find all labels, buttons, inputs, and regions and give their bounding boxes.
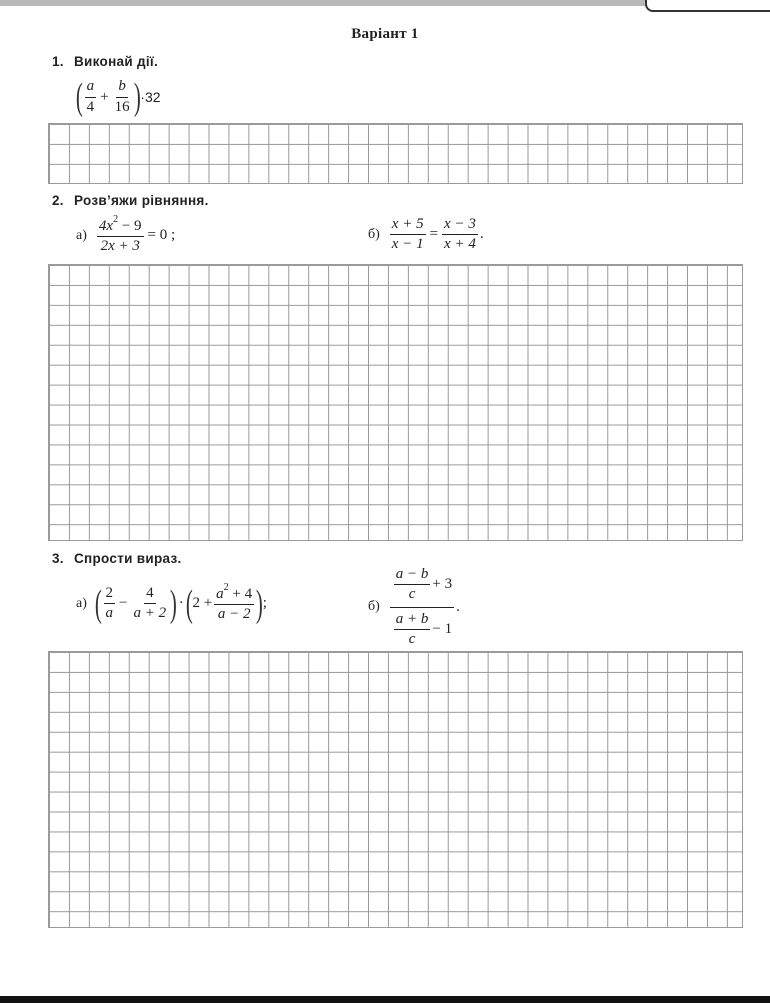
answer-grid-1[interactable] (48, 123, 743, 184)
task-text: Виконай дії. (74, 54, 159, 69)
task-text: Спрости вираз. (74, 551, 182, 566)
task-2-heading (52, 193, 209, 208)
expression-b: б) $\frac{a - b}{c}$ + 3 $\frac{a + b}{c}$ − 1 . (368, 566, 460, 647)
variant-title: Варіант 1 (351, 26, 419, 42)
fraction: $\frac{4}{a + 2}$ (133, 585, 167, 622)
task-number: 1. (52, 54, 64, 69)
fraction: $\frac{a}{4}$ (86, 78, 95, 115)
task-3-heading (52, 551, 182, 566)
task-1-heading (52, 54, 158, 69)
fraction: $\frac{x + 5}{x - 1}$ (391, 216, 424, 253)
fraction: $\frac{x - 3}{x + 4}$ (444, 216, 476, 253)
task-1-expression: ( $\frac{a}{4}$ + $\frac{b}{16}$ ) ·32 (75, 76, 161, 118)
bottom-border (0, 996, 770, 1003)
fraction: $\frac{2}{a}$ (105, 585, 114, 622)
left-paren: ( (75, 76, 83, 118)
right-paren: ) (133, 76, 141, 118)
fraction: $\frac{b}{16}$ (114, 78, 130, 115)
task-number: 3. (52, 551, 64, 566)
fraction: $\frac{4x^2 - 9}{2x + 3}$ (98, 214, 142, 255)
header-tab (645, 0, 770, 12)
task-text: Розв’яжи рівняння. (74, 193, 209, 208)
equation-b: б) $\frac{x + 5}{x - 1}$ = $\frac{x - 3}{x + 4}$ . (368, 216, 484, 253)
fraction: $\frac{a^2 + 4}{a - 2}$ (216, 582, 253, 623)
task-number: 2. (52, 193, 64, 208)
expression-a: а) ( $\frac{2}{a}$ − $\frac{4}{a + 2}$ ) · ( 2 + $\frac{a^2 + 4}{a - 2}$ ) ; (76, 582, 267, 625)
equation-a: а) $\frac{4x^2 - 9}{2x + 3}$ = 0 ; (76, 214, 176, 255)
answer-grid-2[interactable] (48, 264, 743, 541)
answer-grid-3[interactable] (48, 651, 743, 928)
compound-fraction: $\frac{a - b}{c}$ + 3 $\frac{a + b}{c}$ − 1 (390, 566, 454, 648)
